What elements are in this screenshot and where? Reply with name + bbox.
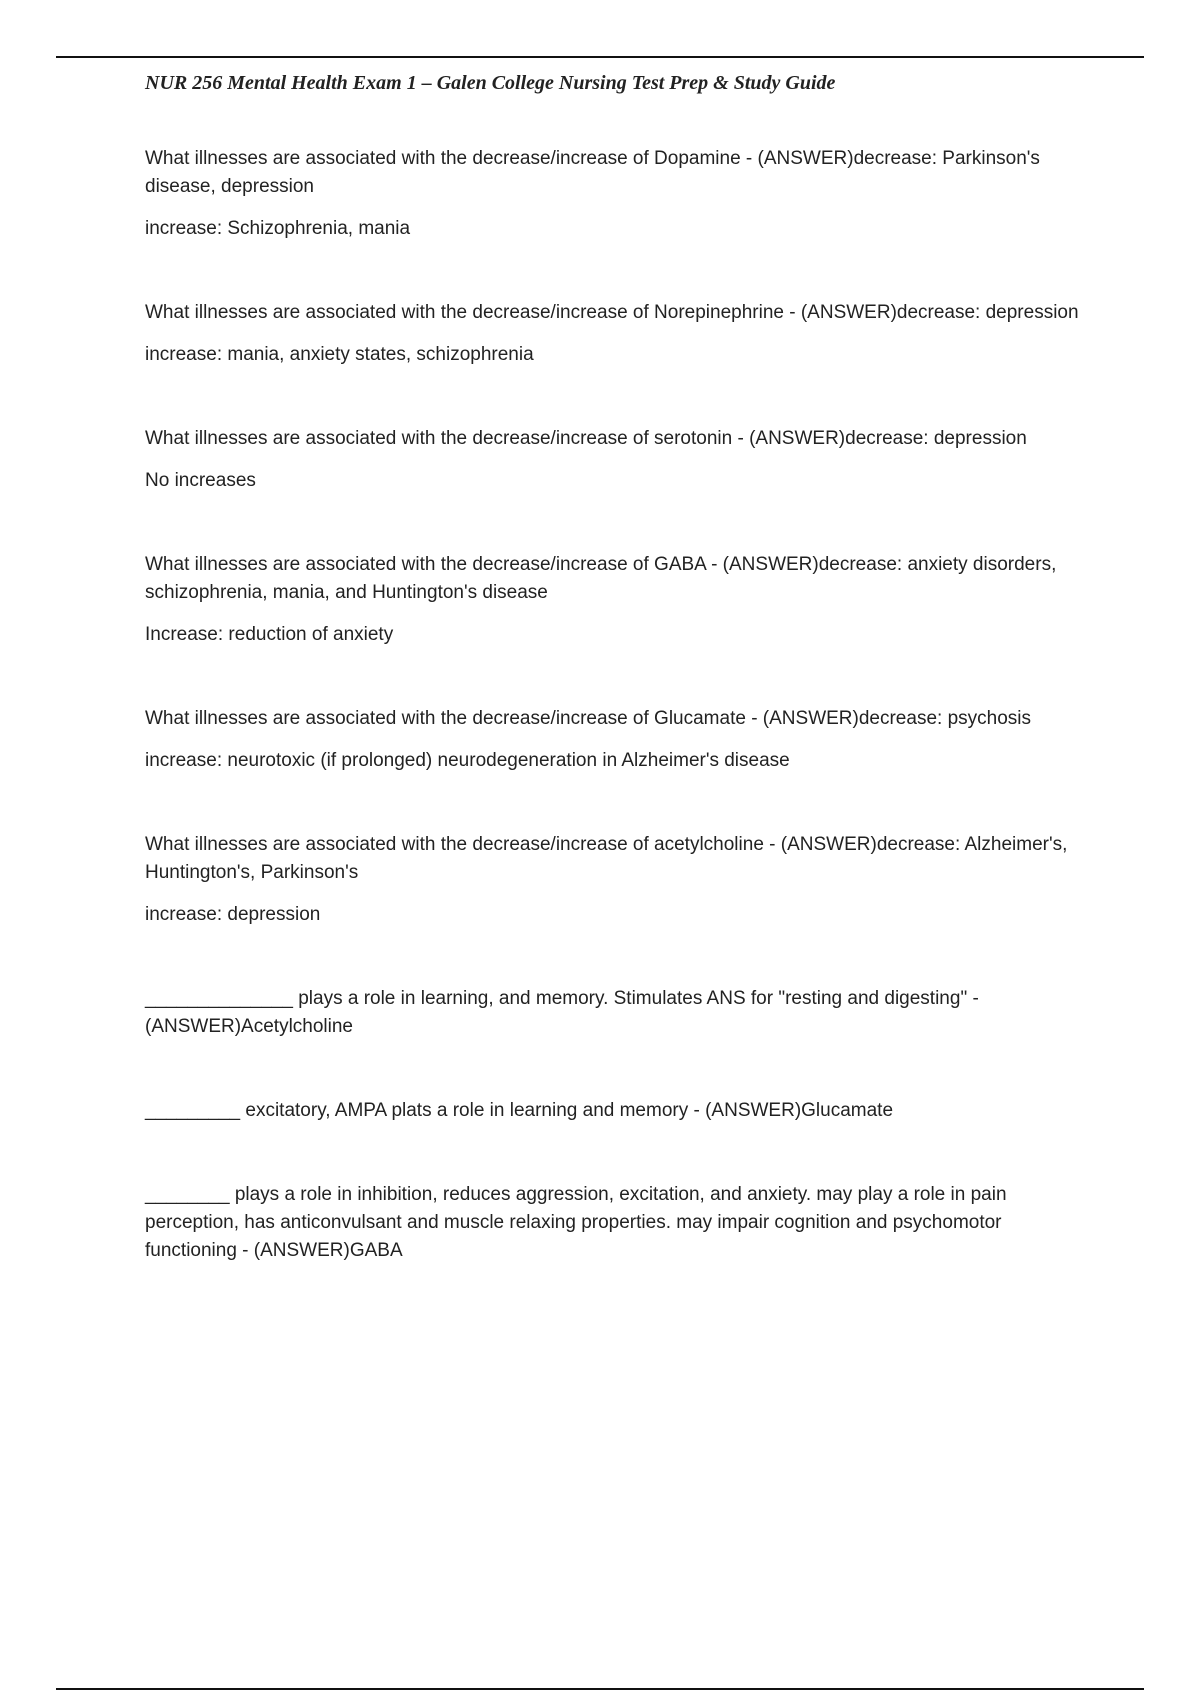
qa-item-fill-gaba [145,1181,1095,1265]
qa-extra: increase: Schizophrenia, mania [145,218,411,239]
qa-extra: Increase: reduction of anxiety [145,624,394,645]
qa-question: What illnesses are associated with the decrease/increase of Norepinephrine - (ANSWER)decrease: depression [145,302,1079,323]
document-title: NUR 256 Mental Health Exam 1 – Galen College Nursing Test Prep & Study Guide [145,72,836,94]
qa-extra: increase: neurotoxic (if prolonged) neurodegeneration in Alzheimer's disease [145,750,790,771]
qa-item-serotonin [145,425,1095,495]
qa-item-gaba [145,551,1095,649]
qa-item-glucamate [145,705,1095,775]
qa-item-norepinephrine [145,299,1095,369]
qa-question: ________ plays a role in inhibition, reduces aggression, excitation, and anxiety. may play a role in pain perception, has anticonvulsant and muscle relaxing properties. may impair cognition and psychomotor functioning - (ANSWER)GABA [145,1184,1007,1261]
qa-extra: increase: depression [145,904,321,925]
qa-item-dopamine [145,145,1095,243]
qa-question: What illnesses are associated with the decrease/increase of acetylcholine - (ANSWER)decrease: Alzheimer's, Huntington's, Parkinson's [145,834,1068,883]
qa-question: What illnesses are associated with the decrease/increase of serotonin - (ANSWER)decrease: depression [145,428,1027,449]
qa-item-fill-glucamate [145,1097,1095,1125]
qa-item-fill-acetylcholine [145,985,1095,1041]
qa-question: What illnesses are associated with the decrease/increase of Dopamine - (ANSWER)decrease: Parkinson's disease, depression [145,148,1040,197]
qa-question: _________ excitatory, AMPA plats a role in learning and memory - (ANSWER)Glucamate [145,1100,894,1121]
qa-extra: increase: mania, anxiety states, schizophrenia [145,344,534,365]
top-rule [56,56,1144,58]
qa-item-acetylcholine [145,831,1095,929]
document-body [145,145,1095,1321]
bottom-rule [56,1688,1144,1690]
qa-question: What illnesses are associated with the decrease/increase of GABA - (ANSWER)decrease: anxiety disorders, schizophrenia, mania, and Huntington's disease [145,554,1057,603]
qa-question: What illnesses are associated with the decrease/increase of Glucamate - (ANSWER)decrease: psychosis [145,708,1031,729]
qa-extra: No increases [145,470,256,491]
qa-question: ______________ plays a role in learning, and memory. Stimulates ANS for "resting and digesting" - (ANSWER)Acetylcholine [145,988,979,1037]
